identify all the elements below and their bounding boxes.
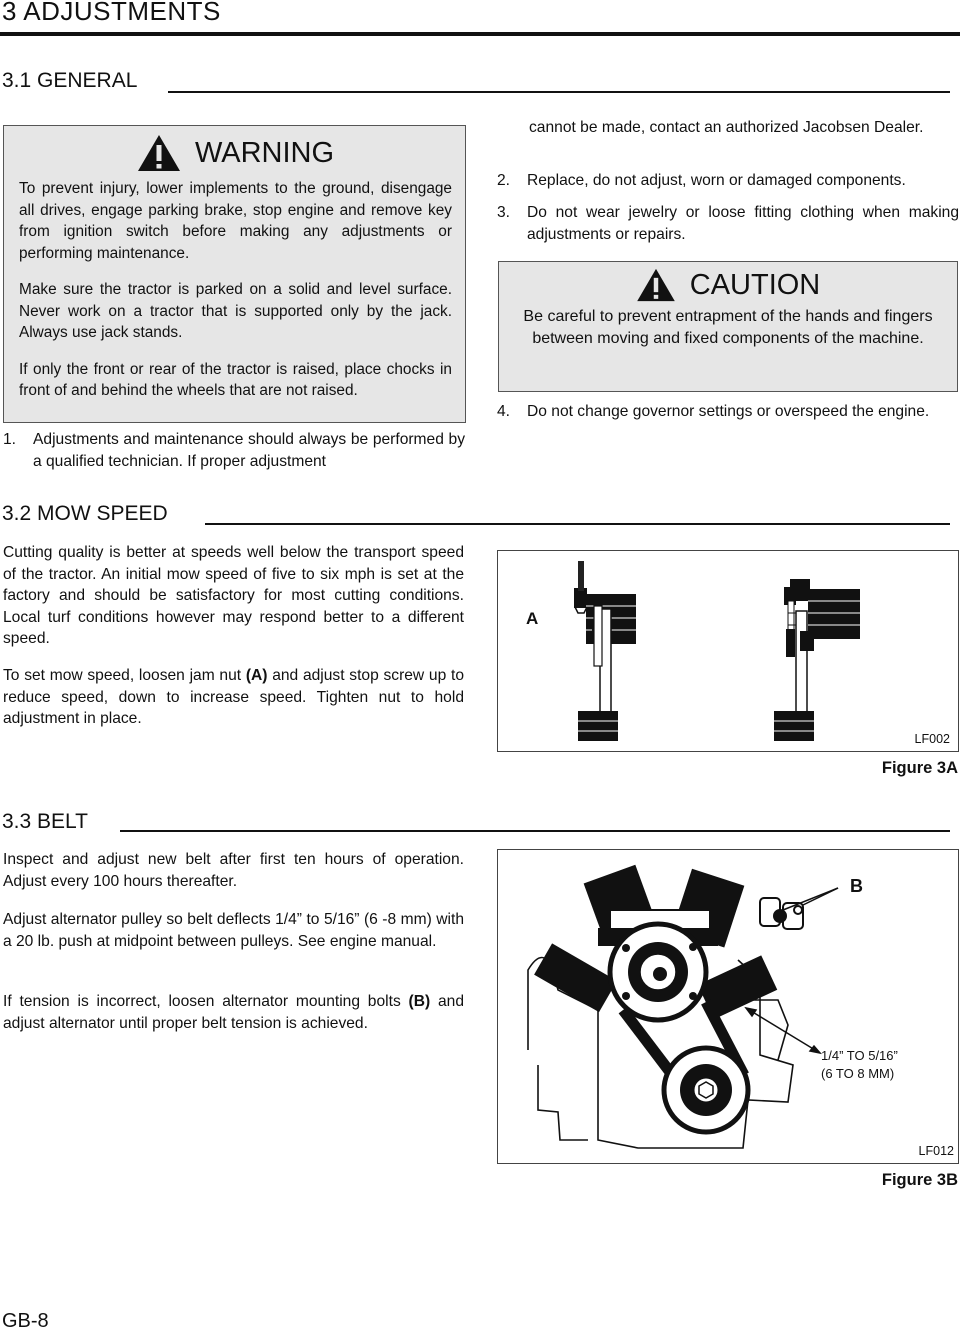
list-item-2 (497, 170, 959, 192)
pedal-assembly-right (774, 579, 860, 741)
text-run: and adjust stop screw up to reduce speed, down to increase speed. Tighten nut to hold adjustment in place. (3, 667, 464, 727)
section-heading-mow-speed: 3.2 MOW SPEED (2, 502, 168, 525)
caution-header (511, 268, 945, 302)
figure-note-line-2: (6 TO 8 MM) (821, 1066, 895, 1081)
list-text: Replace, do not adjust, worn or damaged components. (527, 172, 906, 189)
figure-note-line-1: 1/4” TO 5/16” (821, 1048, 898, 1063)
pedal-assembly-left (574, 561, 636, 741)
section-heading-belt: 3.3 BELT (2, 810, 88, 833)
belt-paragraph-1: Inspect and adjust new belt after first ten hours of operation. Adjust every 100 hours thereafter. (3, 851, 464, 890)
engine-belt-diagram (498, 850, 958, 1163)
chapter-rule (0, 32, 960, 36)
warning-paragraph-1: To prevent injury, lower implements to the ground, disengage all drives, engage parking brake, stop engine and remove key from ignition switch before making any adjustments or performing maintenance. (19, 180, 452, 262)
list-number: 2. (497, 172, 511, 189)
warning-box (3, 125, 466, 423)
mow-speed-paragraph-2 (3, 665, 464, 730)
list-text: Do not wear jewelry or loose fitting clothing when making adjustments or repairs. (527, 204, 959, 243)
list-item-4 (497, 401, 959, 423)
warning-triangle-icon (137, 134, 181, 172)
text-run: If tension is incorrect, loosen alternator mounting bolts (3, 993, 409, 1010)
mow-speed-paragraph-1: Cutting quality is better at speeds well below the transport speed of the tractor. An initial mow speed of five to six mph is set at the factory and should be satisfactory for most cutting conditions. Local turf conditions however may respond better to a different speed. (3, 544, 464, 647)
figure-caption-3b: Figure 3B (881, 1171, 958, 1189)
section-rule-belt (120, 830, 950, 832)
warning-paragraph-3: If only the front or rear of the tractor is raised, place chocks in front of and behind the wheels that are not raised. (19, 360, 452, 399)
figure-note (821, 1047, 898, 1083)
list-item-1-continued: cannot be made, contact an authorized Jacobsen Dealer. (529, 119, 924, 136)
text-run: and adjust alternator until proper belt tension is achieved. (3, 993, 464, 1032)
figure-3a (497, 550, 959, 752)
list-text: Do not change governor settings or overspeed the engine. (527, 403, 930, 420)
section-rule-mow-speed (205, 523, 950, 525)
section-heading-general: 3.1 GENERAL (2, 69, 138, 92)
callout-label: (A) (245, 667, 268, 684)
list-text: Adjustments and maintenance should always be performed by a qualified technician. If proper adjustment (33, 431, 465, 470)
belt-paragraph-3 (3, 991, 464, 1034)
caution-text: Be careful to prevent entrapment of the hands and fingers between moving and fixed components of the machine. (523, 308, 933, 347)
alternator (760, 898, 803, 929)
caution-box (498, 261, 958, 392)
warning-header (19, 134, 452, 172)
callout-label: (B) (408, 993, 431, 1010)
list-number: 3. (497, 204, 511, 221)
warning-paragraph-2: Make sure the tractor is parked on a solid and level surface. Never work on a tractor that is supported only by the jack. Always use jack stands. (19, 281, 452, 341)
chapter-title: 3 ADJUSTMENTS (2, 0, 221, 26)
figure-callout-a: A (526, 609, 539, 628)
figure-code: LF012 (918, 1144, 954, 1158)
belt-paragraph-2: Adjust alternator pulley so belt deflects 1/4” to 5/16” (6 -8 mm) with a 20 lb. push at midpoint between pulleys. See engine manual. (3, 911, 464, 950)
list-item-3 (497, 202, 959, 245)
page-number: GB-8 (2, 1310, 49, 1332)
section-rule-general (168, 91, 950, 93)
figure-caption-3a: Figure 3A (881, 759, 958, 777)
caution-triangle-icon (636, 268, 676, 302)
figure-3b (497, 849, 959, 1164)
figure-callout-b: B (850, 876, 863, 896)
text-run: To set mow speed, loosen jam nut (3, 667, 246, 684)
list-item-1 (3, 429, 465, 472)
warning-title: WARNING (194, 136, 335, 169)
list-number: 1. (3, 431, 17, 448)
list-number: 4. (497, 403, 511, 420)
caution-title: CAUTION (689, 268, 821, 301)
pedal-diagram (498, 551, 958, 751)
figure-code: LF002 (914, 732, 950, 746)
